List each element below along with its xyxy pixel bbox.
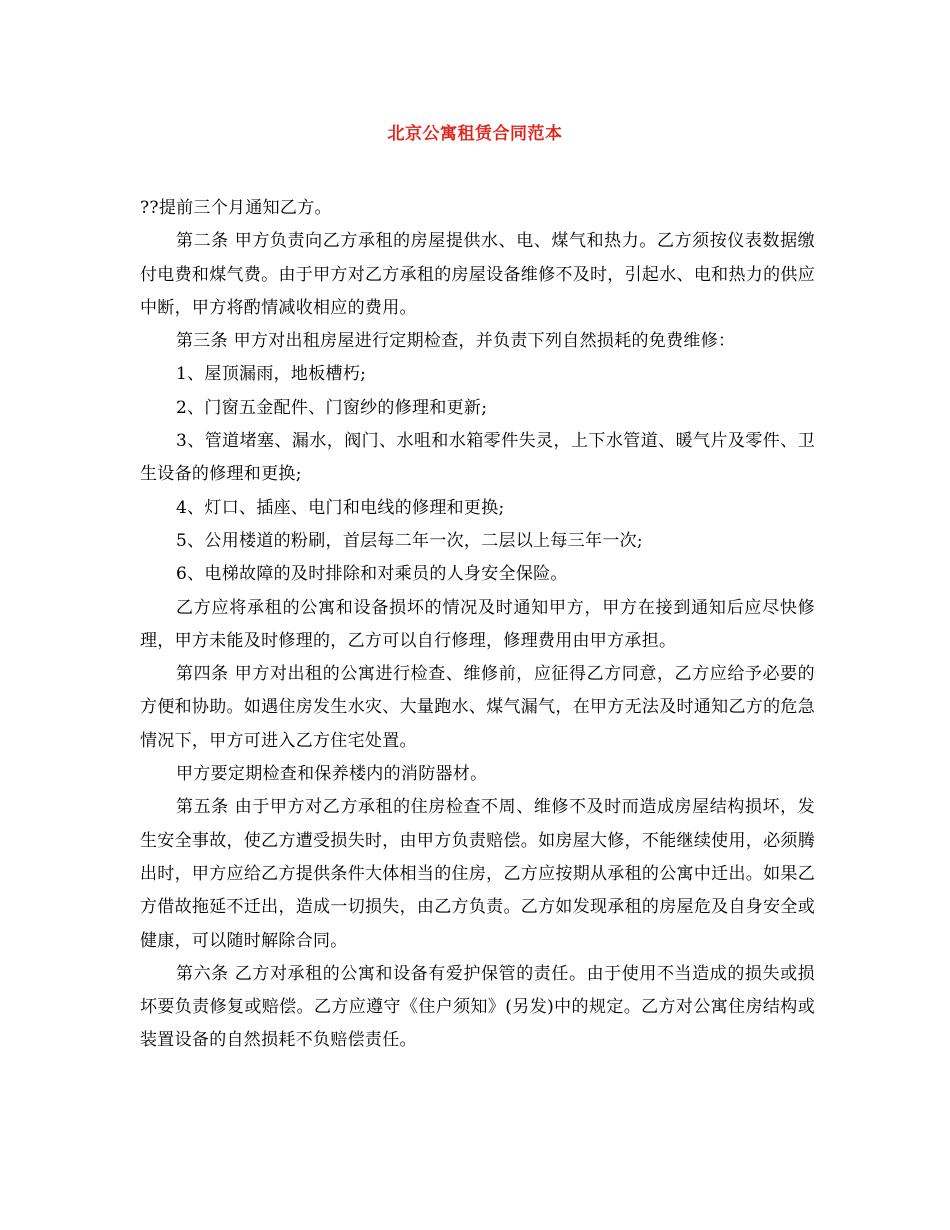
list-item-5: 5、公用楼道的粉刷，首层每二年一次，二层以上每三年一次;: [176, 530, 643, 551]
paragraph-fire-equipment: 甲方要定期检查和保养楼内的消防器材。: [176, 764, 488, 785]
paragraph-continuation: ??提前三个月通知乙方。: [140, 198, 332, 218]
document-title: 北京公寓租赁合同范本: [387, 124, 563, 144]
paragraph-article-5: 第五条 由于甲方对乙方承租的住房检查不周、维修不及时而造成房屋结构损坏，发生安全事故，使乙方遭受损失时，由甲方负责赔偿。如房屋大修，不能继续使用，必须腾出时，甲方应给乙方提供条件大体相当的住房，乙方应按期从承租的公寓中迁出。如果乙方借故拖延不迁出，造成一切损失，由乙方负责。乙方如发现承租的房屋危及自身安全或健康，可以随时解除合同。: [140, 797, 815, 951]
paragraph-article-2: 第二条 甲方负责向乙方承租的房屋提供水、电、煤气和热力。乙方须按仪表数据缴付电费和煤气费。由于甲方对乙方承租的房屋设备维修不及时，引起水、电和热力的供应中断，甲方将酌情减收相应的费用。: [140, 231, 815, 318]
list-item-1: 1、屋顶漏雨，地板槽朽;: [176, 364, 367, 385]
paragraph-article-6: 第六条 乙方对承租的公寓和设备有爱护保管的责任。由于使用不当造成的损失或损坏要负责修复或赔偿。乙方应遵守《住户须知》(另发)中的规定。乙方对公寓住房结构或装置设备的自然损耗不负赔偿责任。: [140, 963, 815, 1051]
paragraph-notify-repair: 乙方应将承租的公寓和设备损坏的情况及时通知甲方，甲方在接到通知后应尽快修理，甲方未能及时修理的，乙方可以自行修理，修理费用由甲方承担。: [140, 597, 815, 651]
list-item-6: 6、电梯故障的及时排除和对乘员的人身安全保险。: [176, 564, 568, 585]
paragraph-article-4: 第四条 甲方对出租的公寓进行检查、维修前，应征得乙方同意，乙方应给予必要的方便和协助。如遇住房发生水灾、大量跑水、煤气漏气，在甲方无法及时通知乙方的危急情况下，甲方可进入乙方住宅处置。: [140, 664, 815, 751]
list-item-4: 4、灯口、插座、电门和电线的修理和更换;: [176, 497, 505, 518]
list-item-2: 2、门窗五金配件、门窗纱的修理和更新;: [176, 397, 488, 418]
paragraph-article-3: 第三条 甲方对出租房屋进行定期检查，并负责下列自然损耗的免费维修：: [176, 331, 736, 352]
list-item-3: 3、管道堵塞、漏水，阀门、水咀和水箱零件失灵，上下水管道、暖气片及零件、卫生设备的修理和更换;: [140, 431, 815, 485]
document-body: [140, 192, 815, 1058]
